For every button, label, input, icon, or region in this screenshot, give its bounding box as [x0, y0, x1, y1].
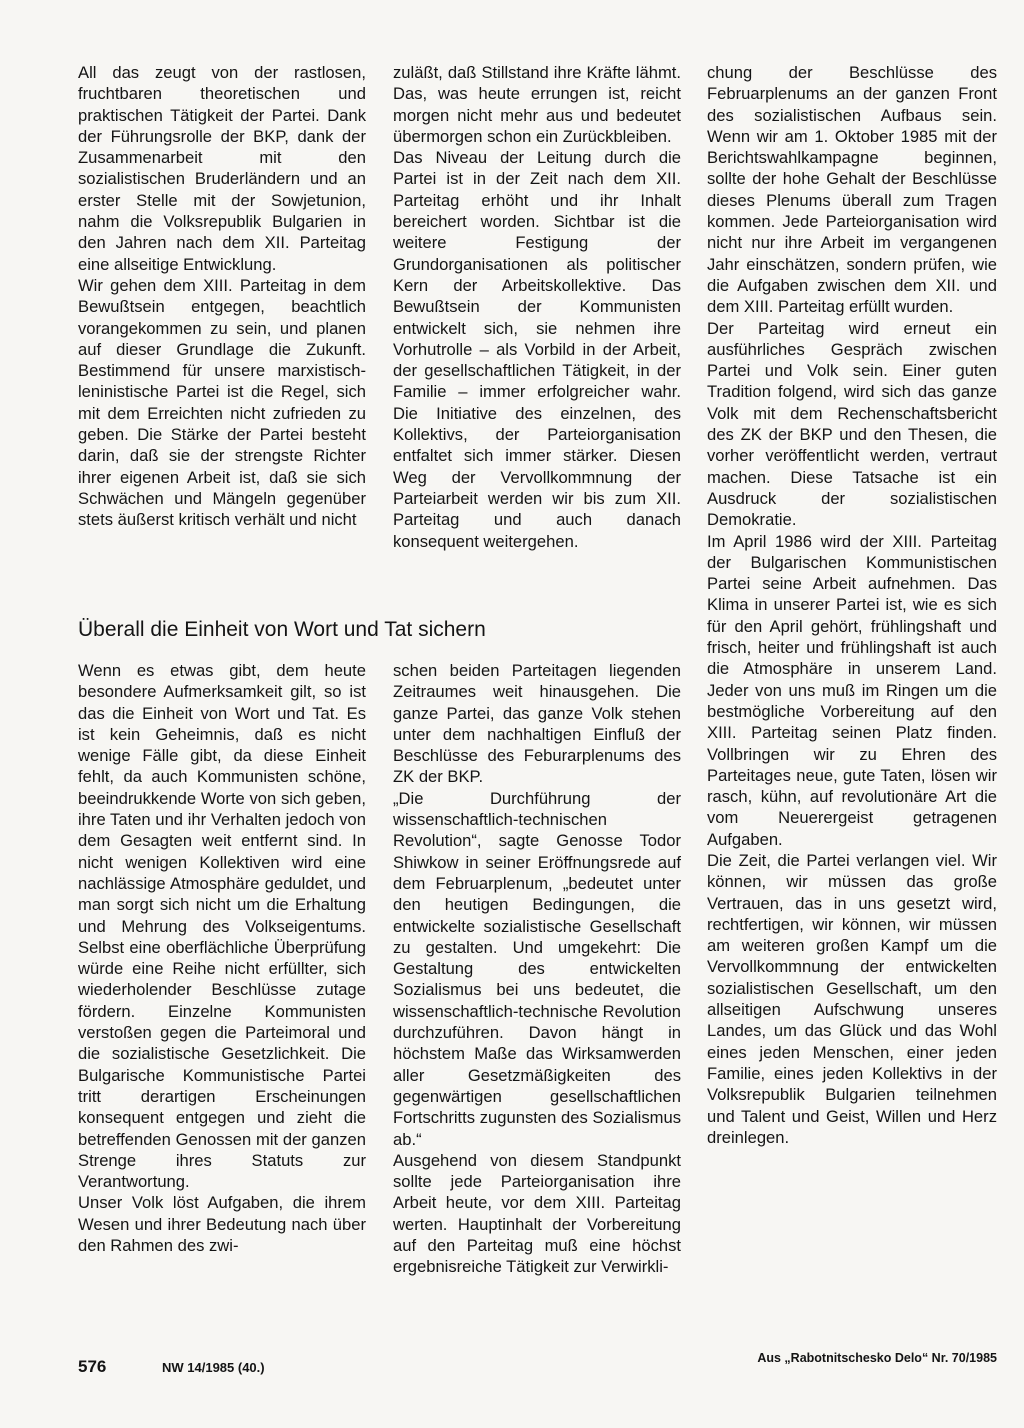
paragraph: Der Parteitag wird erneut ein ausführliches Gespräch zwischen Partei und Volk sein. Einer guten Tradition folgend, wird sich das ganze Volk mit dem Rechenschaftsbericht des ZK der BKP und den Thesen, die vorher veröffentlicht werden, vertraut machen. Diese Tatsache ist ein Ausdruck der sozialistischen Demokratie. — [707, 318, 997, 530]
section-heading: Überall die Einheit von Wort und Tat sichern — [78, 618, 486, 641]
paragraph: Wir gehen dem XIII. Parteitag in dem Bewußtsein entgegen, beachtlich vorangekommen zu sein, und planen auf dieser Grundlage die Zukunft. Bestimmend für unsere marxistisch-leninistische Partei ist die Regel, sich mit dem Erreichten nicht zufrieden zu geben. Die Stärke der Partei besteht darin, daß sie der strengste Richter ihrer eigenen Arbeit ist, daß sie sich Schwächen und Mängeln gegenüber stets äußerst kritisch verhält und nicht — [78, 275, 366, 530]
paragraph: Die Zeit, die Partei verlangen viel. Wir können, wir müssen das große Vertrauen, das in uns gesetzt wird, rechtfertigen, wir können, wir müssen am weiteren großen Kampf um die Vervollkommnung der entwickelten sozialistischen Gesellschaft, um den allseitigen Aufschwung unseres Landes, um das Glück und das Wohl eines jeden Menschen, einer jeden Familie, eines jeden Kollektivs in der Volksrepublik Bulgarien teilnehmen und Talent und Geist, Willen und Herz dreinlegen. — [707, 850, 997, 1147]
article-column-4 — [78, 660, 366, 1256]
paragraph: Im April 1986 wird der XIII. Parteitag der Bulgarischen Kommunistischen Partei seine Arbeit aufnehmen. Das Klima in unserer Partei ist, wie es sich für den April gehört, frühlingshaft und frisch, heiter und frühlingshaft ist auch die Atmosphäre in unserem Land. Jeder von uns muß im Ringen um die bestmögliche Vorbereitung auf den XIII. Parteitag seinen Platz finden. Vollbringen wir zu Ehren des Parteitages neue, gute Taten, lösen wir rasch, kühn, auf revolutionäre Art die vom Neuerergeist getragenen Aufgaben. — [707, 531, 997, 849]
article-column-2 — [393, 62, 681, 552]
article-column-5 — [393, 660, 681, 1278]
paragraph: zuläßt, daß Stillstand ihre Kräfte lähmt. Das, was heute errungen ist, reicht morgen nicht mehr aus und bedeutet übermorgen schon ein Zurückbleiben. — [393, 63, 681, 146]
paragraph: All das zeugt von der rastlosen, fruchtbaren theoretischen und praktischen Tätigkeit der Partei. Dank der Führungsrolle der BKP, dank der Zusammenarbeit mit den sozialistischen Bruderländern und an erster Stelle mit der Sowjetunion, nahm die Volksrepublik Bulgarien in den Jahren nach dem XII. Parteitag eine allseitige Entwicklung. — [78, 63, 366, 274]
article-column-3 — [707, 62, 997, 1148]
paragraph: Unser Volk löst Aufgaben, die ihrem Wesen und ihrer Bedeutung nach über den Rahmen des zwi- — [78, 1193, 366, 1256]
paragraph: schen beiden Parteitagen liegenden Zeitraumes weit hinausgehen. Die ganze Partei, das ganze Volk stehen unter dem nachhaltigen Einfluß der Beschlüsse des Feburarplenums des ZK der BKP. — [393, 661, 681, 787]
source-citation: Aus „Rabotnitschesko Delo“ Nr. 70/1985 — [757, 1351, 997, 1365]
paragraph: Wenn es etwas gibt, dem heute besondere Aufmerksamkeit gilt, so ist das die Einheit von Wort und Tat. Es ist kein Geheimnis, daß es nicht wenige Fälle gibt, da diese Einheit fehlt, da auch Kommunisten schöne, beeindrukkende Worte von sich geben, ihre Taten und ihr Verhalten jedoch von dem Gesagten weit entfernt sind. In nicht wenigen Kollektiven wird eine nachlässige Atmosphäre geduldet, und man sorgt sich nicht um die Erhaltung und Mehrung des Volkseigentums. Selbst eine oberflächliche Überprüfung würde eine Reihe nicht erfüllter, sich wiederholender Beschlüsse zutage fördern. Einzelne Kommunisten verstoßen gegen die Parteimoral und die sozialistische Gesetzlichkeit. Die Bulgarische Kommunistische Partei tritt derartigen Erscheinungen konsequent entgegen und zieht die betreffenden Genossen mit der ganzen Strenge ihres Statuts zur Verantwortung. — [78, 661, 366, 1192]
page-number: 576 — [78, 1357, 107, 1376]
paragraph: Das Niveau der Leitung durch die Partei ist in der Zeit nach dem XII. Parteitag erhöht und ihr Inhalt bereichert worden. Sichtbar ist die weitere Festigung der Grundorganisationen als politischer Kern der Arbeitskollektive. Das Bewußtsein der Kommunisten entwickelt sich, sie nehmen ihre Vorhutrolle – als Vorbild in der Arbeit, der gesellschaftlichen Tätigkeit, in der Familie – immer erfolgreicher wahr. Die Initiative des einzelnen, des Kollektivs, der Parteiorganisation entfaltet sich immer stärker. Diesen Weg der Vervollkommnung der Parteiarbeit werden wir bis zum XII. Parteitag und auch danach konsequent weitergehen. — [393, 148, 681, 551]
article-column-1 — [78, 62, 366, 531]
paragraph: chung der Beschlüsse des Februarplenums an der ganzen Front des sozialistischen Aufbaus sein. Wenn wir am 1. Oktober 1985 mit der Berichtswahlkampagne beginnen, sollte der hohe Gehalt der Beschlüsse dieses Plenums überall zum Tragen kommen. Jede Parteiorganisation wird nicht nur ihre Arbeit im vergangenen Jahr einschätzen, sondern prüfen, wie die Aufgaben zwischen dem XII. und dem XIII. Parteitag erfüllt wurden. — [707, 63, 997, 317]
paragraph: Ausgehend von diesem Standpunkt sollte jede Parteiorganisation ihre Arbeit heute, vor dem XIII. Parteitag werten. Hauptinhalt der Vorbereitung auf den Parteitag muß eine höchst ergebnisreiche Tätigkeit zur Verwirkli- — [393, 1150, 681, 1277]
issue-label: NW 14/1985 (40.) — [162, 1360, 265, 1375]
paragraph: „Die Durchführung der wissenschaftlich-technischen Revolution“, sagte Genosse Todor Shiwkow in seiner Eröffnungsrede auf dem Februarplenum, „bedeutet unter den heutigen Bedingungen, die entwickelte sozialistische Gesellschaft zu gestalten. Und umgekehrt: Die Gestaltung des entwickelten Sozialismus bei uns bedeutet, die wissenschaftlich-technische Revolution durchzuführen. Davon hängt in höchstem Maße das Wirksamwerden aller Gesetzmäßigkeiten des gegenwärtigen gesellschaftlichen Fortschritts zugunsten des Sozialismus ab.“ — [393, 788, 681, 1149]
